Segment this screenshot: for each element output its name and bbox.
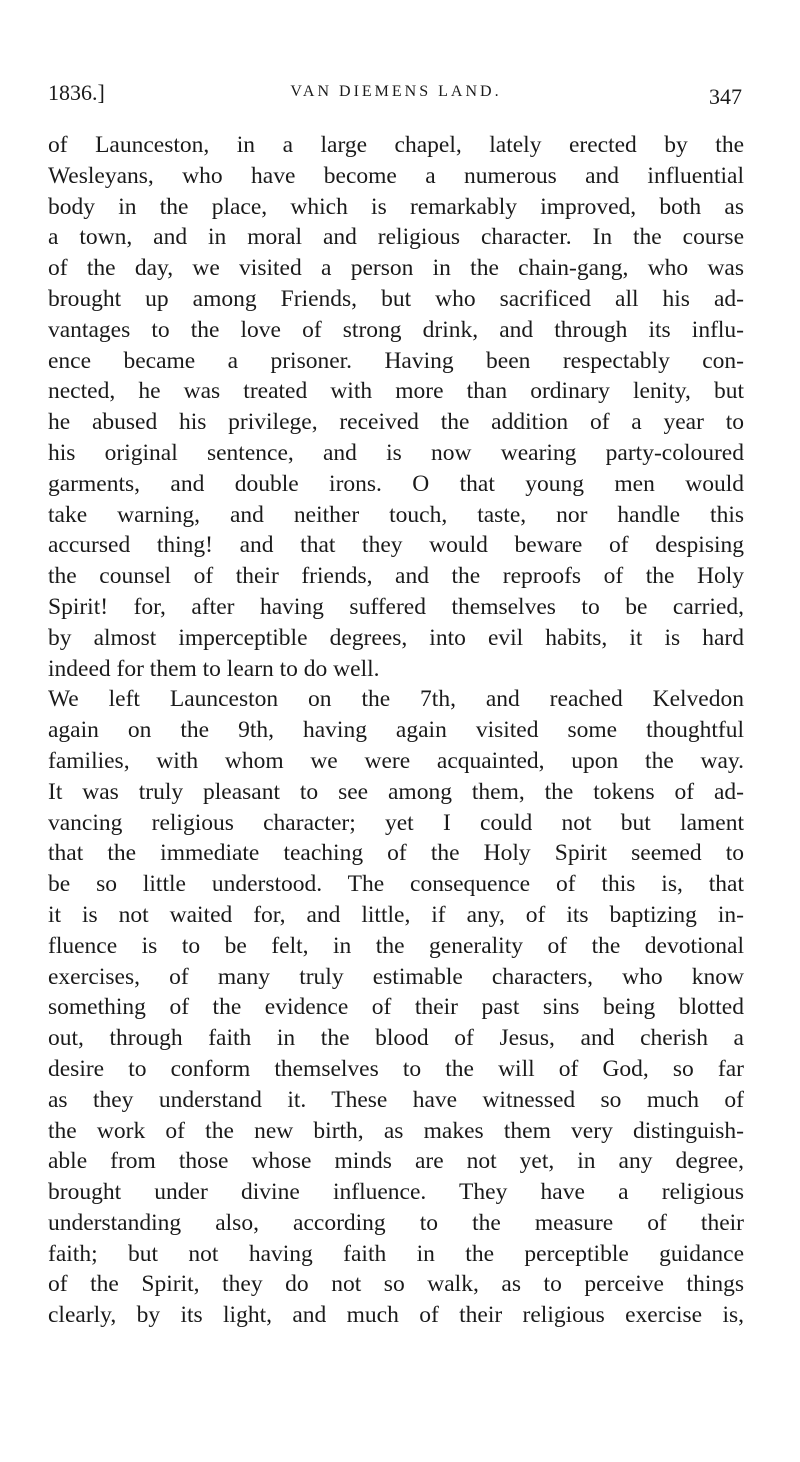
text-line: the work of the new birth, as makes them very distinguish- bbox=[48, 1117, 744, 1144]
text-line: It was truly pleasant to see among them, the tokens of ad- bbox=[48, 778, 744, 805]
text-line: able from those whose minds are not yet, in any degree, bbox=[48, 1148, 744, 1175]
text-line: accursed thing! and that they would beware of despising bbox=[48, 532, 744, 559]
text-line: of Launceston, in a large chapel, lately erected by the bbox=[48, 132, 744, 158]
text-line: again on the 9th, having again visited some thoughtful bbox=[48, 717, 744, 744]
text-line: body in the place, which is remarkably improved, both as bbox=[48, 193, 744, 220]
paragraph-end-line: indeed for them to learn to do well. bbox=[48, 655, 380, 682]
text-line: out, through faith in the blood of Jesus, and cherish a bbox=[48, 1025, 744, 1052]
body-text bbox=[48, 130, 744, 1331]
header-year: 1836.] bbox=[48, 80, 105, 105]
text-line: brought up among Friends, but who sacrificed all his ad- bbox=[48, 285, 744, 312]
text-line: exercises, of many truly estimable characters, who know bbox=[48, 963, 744, 990]
book-page bbox=[48, 80, 744, 1331]
text-line: understanding also, according to the measure of their bbox=[48, 1209, 744, 1236]
text-line: it is not waited for, and little, if any, of its baptizing in- bbox=[48, 901, 744, 928]
header-title: VAN DIEMENS LAND. bbox=[290, 83, 502, 100]
text-line: clearly, by its light, and much of their religious exercise is, bbox=[48, 1302, 744, 1329]
text-line: nected, he was treated with more than ordinary lenity, but bbox=[48, 378, 744, 405]
text-line: he abused his privilege, received the addition of a year to bbox=[48, 409, 744, 436]
page-number: 347 bbox=[709, 84, 742, 109]
text-line: something of the evidence of their past sins being blotted bbox=[48, 994, 744, 1021]
running-header bbox=[48, 80, 744, 120]
text-line: that the immediate teaching of the Holy Spirit seemed to bbox=[48, 840, 744, 867]
text-line: Spirit! for, after having suffered themselves to be carried, bbox=[48, 593, 744, 620]
text-line: Wesleyans, who have become a numerous and influential bbox=[48, 162, 744, 189]
text-line: brought under divine influence. They have a religious bbox=[48, 1179, 744, 1206]
text-line: of the Spirit, they do not so walk, as to perceive things bbox=[48, 1271, 744, 1298]
text-line: garments, and double irons. O that young men would bbox=[48, 470, 744, 497]
text-line: faith; but not having faith in the perceptible guidance bbox=[48, 1240, 744, 1267]
text-line: his original sentence, and is now wearing party-coloured bbox=[48, 439, 744, 466]
paragraph-start-line: We left Launceston on the 7th, and reached Kelvedon bbox=[48, 686, 744, 713]
text-line: desire to conform themselves to the will of God, so far bbox=[48, 1055, 744, 1082]
text-line: vancing religious character; yet I could not but lament bbox=[48, 809, 744, 836]
text-line: by almost imperceptible degrees, into evil habits, it is hard bbox=[48, 624, 744, 651]
text-line: take warning, and neither touch, taste, nor handle this bbox=[48, 501, 744, 528]
text-line: the counsel of their friends, and the reproofs of the Holy bbox=[48, 563, 744, 590]
text-line: families, with whom we were acquainted, upon the way. bbox=[48, 747, 744, 774]
text-line: be so little understood. The consequence of this is, that bbox=[48, 871, 744, 898]
text-line: of the day, we visited a person in the chain-gang, who was bbox=[48, 255, 744, 282]
text-line: ence became a prisoner. Having been respectably con- bbox=[48, 347, 744, 374]
text-line: as they understand it. These have witnessed so much of bbox=[48, 1086, 744, 1113]
text-line: a town, and in moral and religious character. In the course bbox=[48, 224, 744, 251]
text-line: vantages to the love of strong drink, and through its influ- bbox=[48, 316, 744, 343]
text-line: fluence is to be felt, in the generality of the devotional bbox=[48, 932, 744, 959]
